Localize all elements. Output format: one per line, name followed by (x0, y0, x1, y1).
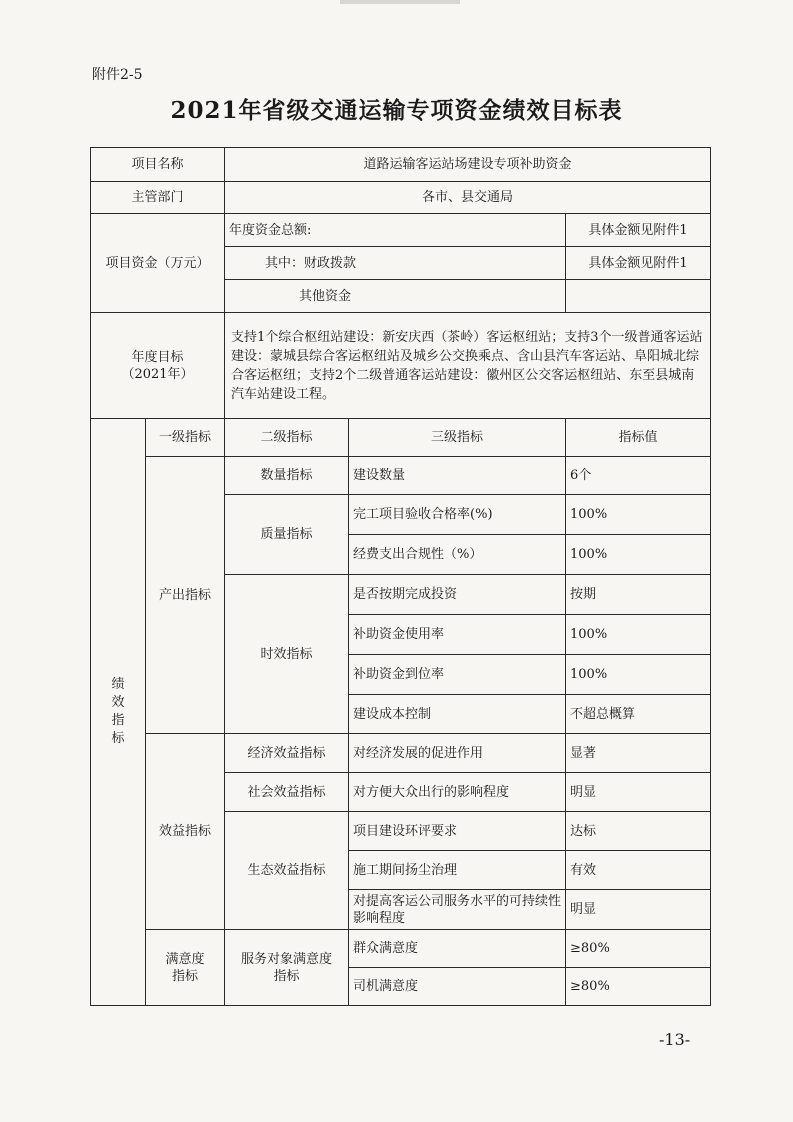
row-department (91, 182, 711, 214)
perf-char-2: 效 (111, 695, 125, 710)
document-title: 2021年省级交通运输专项资金绩效目标表 (170, 97, 623, 124)
ecological-benefit-label: 生态效益指标 (225, 812, 349, 930)
perf-char-4: 标 (111, 731, 125, 746)
satisfaction-label-line2: 指标 (172, 968, 199, 984)
department-value: 各市、县交通局 (225, 182, 711, 214)
output-indicators-label: 产出指标 (146, 457, 225, 734)
department-label: 主管部门 (91, 182, 225, 214)
performance-indicators-label (91, 419, 146, 1006)
annual-goal-text: 支持1个综合枢纽站建设：新安庆西（茶岭）客运枢纽站；支持3个一级普通客运站建设：蒙城县综合客运枢纽站及城乡公交换乘点、含山县汽车客运站、阜阳城北综合客运枢纽；支持2个二级普通客运站建设：徽州区公交客运枢纽站、东至县城南汽车站建设工程。 (225, 313, 711, 419)
satisfaction-label-line1: 满意度 (165, 951, 205, 967)
fund-label: 项目资金（万元） (91, 214, 225, 313)
fund-finance-value: 具体金额见附件1 (566, 247, 711, 280)
indicator-name: 项目建设环评要求 (349, 812, 566, 851)
row-project-name (91, 148, 711, 182)
indicator-value: 明显 (566, 773, 711, 812)
indicator-value: 有效 (566, 851, 711, 890)
indicator-value: 100% (566, 495, 711, 535)
indicator-value: 达标 (566, 812, 711, 851)
table-row (91, 930, 711, 968)
header-value: 指标值 (566, 419, 711, 457)
scan-mark (340, 0, 460, 4)
project-name-label: 项目名称 (91, 148, 225, 182)
row-fund-total (91, 214, 711, 247)
indicator-name: 经费支出合规性（%） (349, 535, 566, 575)
indicator-value: ≥80% (566, 968, 711, 1006)
indicator-name: 建设数量 (349, 457, 566, 495)
indicator-name: 完工项目验收合格率(%) (349, 495, 566, 535)
indicator-name: 是否按期完成投资 (349, 575, 566, 615)
timeliness-indicators-label: 时效指标 (225, 575, 349, 734)
service-satisfaction-label (225, 930, 349, 1006)
table-row (91, 457, 711, 495)
header-level2: 二级指标 (225, 419, 349, 457)
fund-finance-label: 其中：财政拨款 (225, 247, 566, 280)
row-annual-goal (91, 313, 711, 419)
indicator-value: 不超总概算 (566, 695, 711, 734)
annual-goal-label-line2: （2021年） (121, 366, 194, 382)
indicator-name: 司机满意度 (349, 968, 566, 1006)
service-satisfaction-line2: 指标 (273, 968, 300, 984)
fund-total-value: 具体金额见附件1 (566, 214, 711, 247)
indicator-name: 群众满意度 (349, 930, 566, 968)
performance-target-table (90, 147, 711, 1006)
quantity-indicators-label: 数量指标 (225, 457, 349, 495)
economic-benefit-label: 经济效益指标 (225, 734, 349, 773)
project-name-value: 道路运输客运站场建设专项补助资金 (225, 148, 711, 182)
indicator-name: 建设成本控制 (349, 695, 566, 734)
social-benefit-label: 社会效益指标 (225, 773, 349, 812)
service-satisfaction-line1: 服务对象满意度 (241, 951, 333, 967)
indicator-value: 100% (566, 615, 711, 655)
indicator-name: 补助资金使用率 (349, 615, 566, 655)
indicator-value: 100% (566, 535, 711, 575)
header-level3: 三级指标 (349, 419, 566, 457)
indicator-value: ≥80% (566, 930, 711, 968)
attachment-label: 附件2-5 (92, 67, 143, 83)
annual-goal-label (91, 313, 225, 419)
indicator-value: 按期 (566, 575, 711, 615)
perf-char-1: 绩 (111, 677, 125, 692)
indicator-name: 对方便大众出行的影响程度 (349, 773, 566, 812)
indicator-value: 6个 (566, 457, 711, 495)
indicator-value: 100% (566, 655, 711, 695)
satisfaction-indicators-label (146, 930, 225, 1006)
indicator-value: 显著 (566, 734, 711, 773)
indicator-name: 补助资金到位率 (349, 655, 566, 695)
fund-total-label: 年度资金总额: (225, 214, 566, 247)
indicator-name: 对提高客运公司服务水平的可持续性影响程度 (349, 890, 566, 930)
perf-char-3: 指 (111, 713, 125, 728)
page-number: -13- (659, 1030, 691, 1049)
benefit-indicators-label: 效益指标 (146, 734, 225, 930)
quality-indicators-label: 质量指标 (225, 495, 349, 575)
header-level1: 一级指标 (146, 419, 225, 457)
annual-goal-label-line1: 年度目标 (131, 349, 184, 365)
table-row (91, 734, 711, 773)
row-indicator-header (91, 419, 711, 457)
fund-other-label: 其他资金 (225, 280, 566, 313)
indicator-value: 明显 (566, 890, 711, 930)
fund-other-value (566, 280, 711, 313)
indicator-name: 施工期间扬尘治理 (349, 851, 566, 890)
indicator-name: 对经济发展的促进作用 (349, 734, 566, 773)
